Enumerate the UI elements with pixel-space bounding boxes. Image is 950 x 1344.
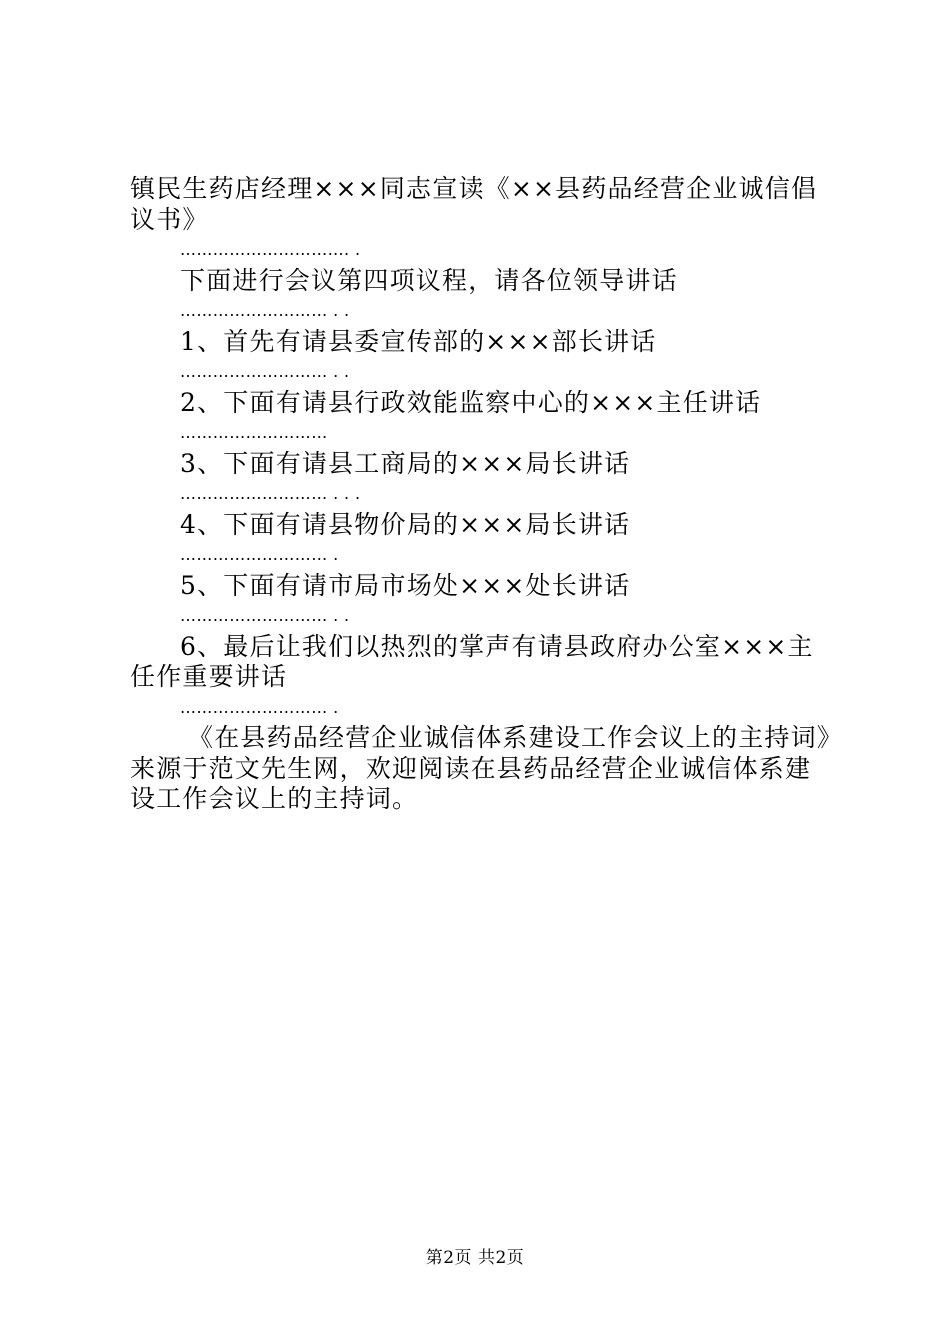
- dots-separator: ……………………… . .: [180, 362, 350, 381]
- paragraph-agenda-four: 下面进行会议第四项议程，请各位领导讲话: [180, 265, 678, 295]
- dots-separator: ……………………… . . .: [180, 484, 361, 503]
- dots-separator: ……………………… .: [180, 697, 339, 717]
- document-body: [130, 174, 835, 815]
- dots-separator: ……………………… . .: [180, 606, 350, 625]
- source-note: 《在县药品经营企业诚信体系建设工作会议上的主持词》来源于范文先生网，欢迎阅读在县药品经营企业诚信体系建设工作会议上的主持词。: [130, 723, 831, 813]
- speaker-item-2: 2、下面有请县行政效能监察中心的×××主任讲话: [180, 387, 762, 417]
- speaker-item-3: 3、下面有请县工商局的×××局长讲话: [180, 448, 631, 478]
- speaker-item-4: 4、下面有请县物价局的×××局长讲话: [180, 509, 631, 539]
- speaker-item-6: 6、最后让我们以热烈的掌声有请县政府办公室×××主任作重要讲话: [130, 631, 814, 691]
- paragraph-reading: 镇民生药店经理×××同志宣读《××县药品经营企业诚信倡议书》: [130, 174, 818, 234]
- dots-separator: ……………………… .: [180, 545, 339, 564]
- dots-separator: …………………………. .: [180, 240, 361, 259]
- dots-separator: ……………………… . .: [180, 301, 350, 320]
- speaker-item-1: 1、首先有请县委宣传部的×××部长讲话: [180, 326, 657, 356]
- page-number-footer: 第2页 共2页: [425, 1248, 525, 1268]
- speaker-item-5: 5、下面有请市局市场处×××处长讲话: [180, 570, 631, 600]
- dots-separator: ………………………: [180, 423, 328, 442]
